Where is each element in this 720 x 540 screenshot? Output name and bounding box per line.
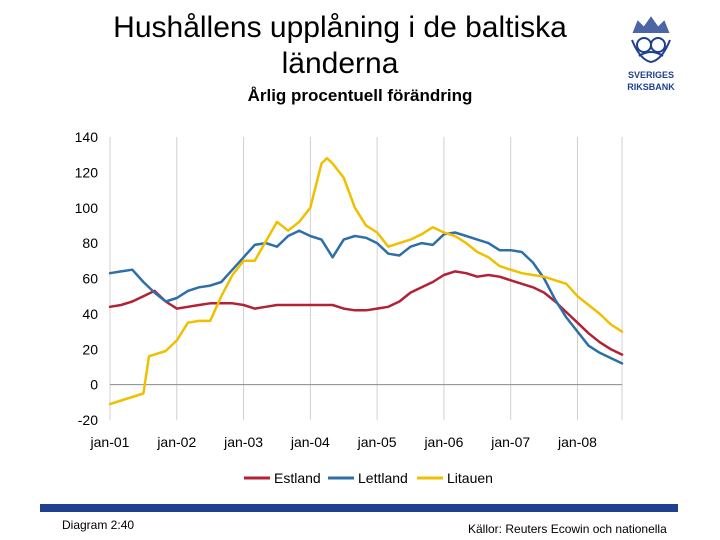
y-tick-label: 40 [82,305,98,322]
y-tick-label: 60 [82,270,98,287]
y-tick-label: 100 [74,199,98,216]
legend-label-lettland: Lettland [358,470,408,486]
x-tick-label: jan-05 [357,434,397,450]
y-tick-label: 0 [90,376,98,393]
x-tick-label: jan-04 [290,434,330,450]
logo-text-1: SVERIGES [627,70,675,80]
x-tick-label: jan-03 [224,434,264,450]
x-tick-label: jan-02 [157,434,197,450]
y-tick-label: 140 [74,129,98,145]
diagram-number: Diagram 2:40 [62,518,135,532]
y-tick-label: -20 [77,412,98,428]
legend-label-litauen: Litauen [447,470,493,486]
footer-bar [40,504,678,512]
slide-title: Hushållens upplåning i de baltiska länderna [113,11,567,80]
x-tick-label: jan-07 [491,434,531,450]
chart-subtitle: Årlig procentuell förändring [247,86,473,105]
x-tick-label: jan-06 [424,434,464,450]
y-tick-label: 120 [74,164,98,181]
x-tick-label: jan-01 [90,434,130,450]
x-tick-label: jan-08 [558,434,597,450]
series-line-estland [110,271,622,354]
logo-text-2: RIKSBANK [627,82,675,92]
y-tick-label: 80 [82,235,98,252]
y-tick-label: 20 [82,341,98,358]
legend-label-estland: Estland [274,470,321,486]
sources-note: Källor: Reuters Ecowin och nationella [468,522,667,536]
series-line-lettland [110,231,622,364]
